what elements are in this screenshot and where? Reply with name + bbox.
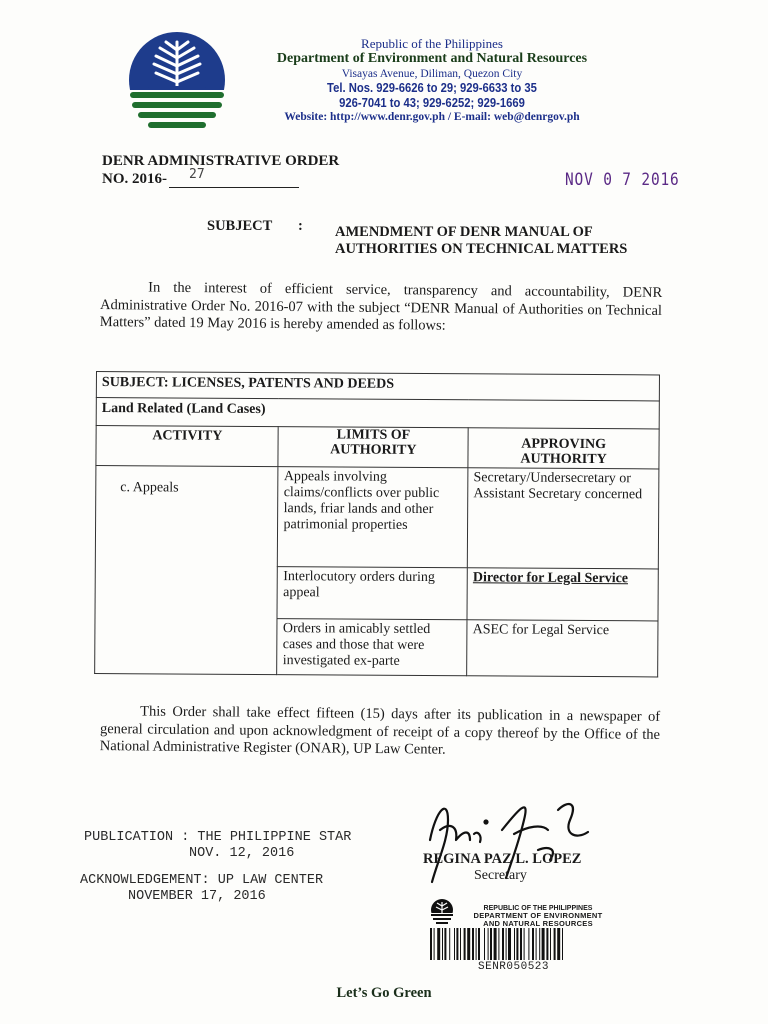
denr-small-logo-icon [428,898,456,924]
intro-paragraph: In the interest of efficient service, transparency and accountability, DENR Administrative Order No. 2016-07 with the subject “DENR Manual of Authorities on Technical Matters” dated 19 May 2016 is hereby amended as follows: [99,279,663,335]
subject-label: SUBJECT [207,218,273,234]
letterhead-department: Department of Environment and Natural Resources [276,51,588,67]
footer-slogan: Let’s Go Green [336,985,432,1001]
header-limits: LIMITS OF AUTHORITY [278,427,468,468]
order-title: DENR ADMINISTRATIVE ORDER [102,153,340,169]
barcode-org [458,905,618,928]
table-row-1-limits: Appeals involving claims/conflicts over public lands, friar lands and other patrimonial properties [278,466,468,567]
publication-stamp [80,830,352,904]
acknowledgement-line: ACKNOWLEDGEMENT: UP LAW CENTER [80,873,324,889]
barcode-org-line2: DEPARTMENT OF ENVIRONMENT [473,911,603,921]
table-title: SUBJECT: LICENSES, PATENTS AND DEEDS [96,372,659,401]
header-approving: APPROVING AUTHORITY [468,428,659,469]
order-number-line [169,167,299,188]
table-row-1-approving: Secretary/Undersecretary or Assistant Secretary concerned [467,468,658,569]
table-subtitle: Land Related (Land Cases) [96,398,659,429]
publication-date: NOV. 12, 2016 [189,845,295,861]
header-activity: ACTIVITY [96,426,279,467]
subject-colon: : [298,218,303,234]
barcode-org-line1: REPUBLIC OF THE PHILIPPINES [483,905,593,912]
barcode-number: SENR050523 [478,961,550,973]
order-number-handwritten: 27 [189,167,205,182]
publication-line: PUBLICATION : THE PHILIPPINE STAR [84,830,352,845]
letterhead [232,36,632,124]
denr-logo-icon [122,30,232,134]
letterhead-phone-2: 926-7041 to 43; 929-6252; 929-1669 [339,96,525,111]
table-row-2-approving: Director for Legal Service [467,568,658,621]
letterhead-phone-1: Tel. Nos. 929-6626 to 29; 929-6633 to 35 [327,81,537,96]
table-row-2-limits: Interlocutory orders during appeal [277,566,467,619]
authority-table [94,371,660,677]
table-row-3-approving: ASEC for Legal Service [467,620,658,677]
letterhead-republic: Republic of the Philippines [361,36,503,51]
signatory-name: REGINA PAZ L. LOPEZ [423,851,582,867]
activity-cell: c. Appeals [95,465,279,674]
date-stamp: NOV 0 7 2016 [565,170,680,190]
subject-text: AMENDMENT OF DENR MANUAL OF AUTHORITIES ON TECHNICAL MATTERS [335,224,628,258]
barcode-icon [428,928,610,962]
barcode-org-line3: AND NATURAL RESOURCES [483,919,593,929]
letterhead-address: Visayas Avenue, Diliman, Quezon City [341,67,523,80]
effect-paragraph: This Order shall take effect fifteen (15) days after its publication in a newspaper of general circulation and upon acknowledgment of receipt of a copy thereof by the Office of the National Administrative Register (ONAR), UP Law Center. [99,703,661,759]
letterhead-website: Website: http://www.denr.gov.ph / E-mail: web@denrgov.ph [284,110,580,123]
acknowledgement-date: NOVEMBER 17, 2016 [128,888,266,904]
table-row-3-limits: Orders in amicably settled cases and those that were investigated ex-parte [277,618,467,675]
order-number-prefix: NO. 2016- [102,171,167,187]
order-number [102,167,339,188]
order-heading [102,152,339,188]
signatory-title: Secretary [474,868,527,883]
